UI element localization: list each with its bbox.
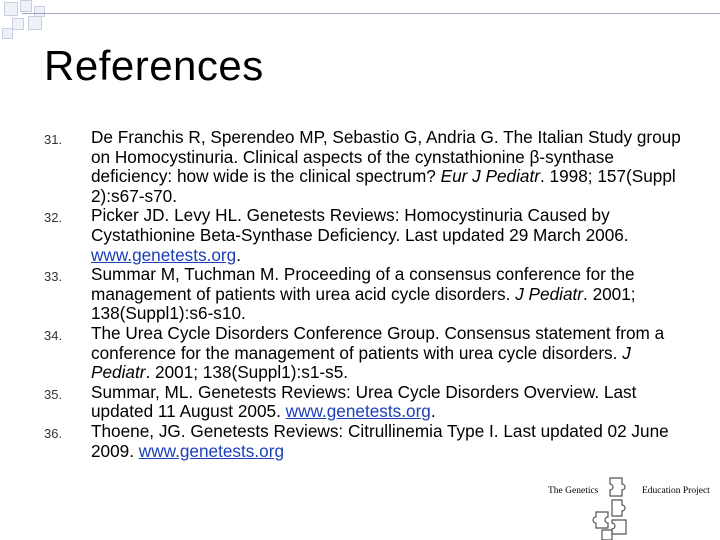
journal-name: Eur J Pediatr xyxy=(440,166,540,187)
journal-name: J Pediatr xyxy=(91,342,631,383)
genetics-education-project-logo xyxy=(540,476,720,540)
reference-text-segment: The Urea Cycle Disorders Conference Group. Consensus statement from a conference for the management of patients with urea cycle disorders. xyxy=(91,322,665,363)
reference-item xyxy=(44,324,684,383)
reference-text-segment: . 1998; 157(Suppl 2):s67-s70. xyxy=(91,166,676,206)
reference-text xyxy=(91,265,684,324)
reference-link[interactable]: www.genetests.org xyxy=(138,440,285,461)
reference-text xyxy=(91,128,684,206)
reference-number: 35. xyxy=(44,386,63,402)
logo-text-left: The Genetics xyxy=(548,486,599,496)
reference-number: 31. xyxy=(44,132,63,147)
reference-link[interactable]: www.genetests.org xyxy=(285,401,431,422)
reference-text-segment: . 2001; 138(Suppl1):s6-s10. xyxy=(91,283,636,324)
reference-text-segment: . xyxy=(236,244,241,265)
reference-text xyxy=(91,422,684,461)
slide-title: References xyxy=(44,42,264,89)
reference-text-segment: Thoene, JG. Genetests Reviews: Citrullinemia Type I. Last updated 02 June 2009. xyxy=(91,420,669,461)
puzzle-pieces-icon xyxy=(576,476,636,540)
reference-text-segment: Summar M, Tuchman M. Proceeding of a consensus conference for the management of patients with urea acid cycle disorders. xyxy=(91,264,635,304)
reference-text xyxy=(91,324,684,383)
corner-decoration xyxy=(0,0,60,40)
reference-text-segment: Summar, ML. Genetests Reviews: Urea Cycle Disorders Overview. Last updated 11 August 2005. xyxy=(91,381,637,422)
reference-item xyxy=(44,128,684,206)
reference-list xyxy=(44,128,684,461)
reference-number: 33. xyxy=(44,269,63,285)
reference-text xyxy=(91,383,684,422)
reference-number: 36. xyxy=(44,425,63,441)
reference-text xyxy=(91,206,684,265)
reference-item xyxy=(44,206,684,265)
reference-item xyxy=(44,422,684,461)
reference-text-segment: . 2001; 138(Suppl1):s1-s5. xyxy=(145,362,349,383)
reference-text-segment: De Franchis R, Sperendeo MP, Sebastio G, Andria G. The Italian Study group on Homocystinuria. Clinical aspects of the cynstathionine β-synthase deficiency: how wide is the clinical spectrum? xyxy=(91,127,681,187)
logo-text-right: Education Project xyxy=(642,486,710,496)
journal-name: J Pediatr xyxy=(515,283,584,304)
reference-text-segment: Picker JD. Levy HL. Genetests Reviews: Homocystinuria Caused by Cystathionine Beta-Synthase Deficiency. Last updated 29 March 2006. xyxy=(91,205,629,245)
top-rule xyxy=(22,13,720,14)
reference-text-segment: . xyxy=(430,401,436,422)
reference-item xyxy=(44,383,684,422)
reference-item xyxy=(44,265,684,324)
reference-number: 34. xyxy=(44,327,63,343)
reference-link[interactable]: www.genetests.org xyxy=(91,244,237,265)
reference-number: 32. xyxy=(44,210,63,226)
